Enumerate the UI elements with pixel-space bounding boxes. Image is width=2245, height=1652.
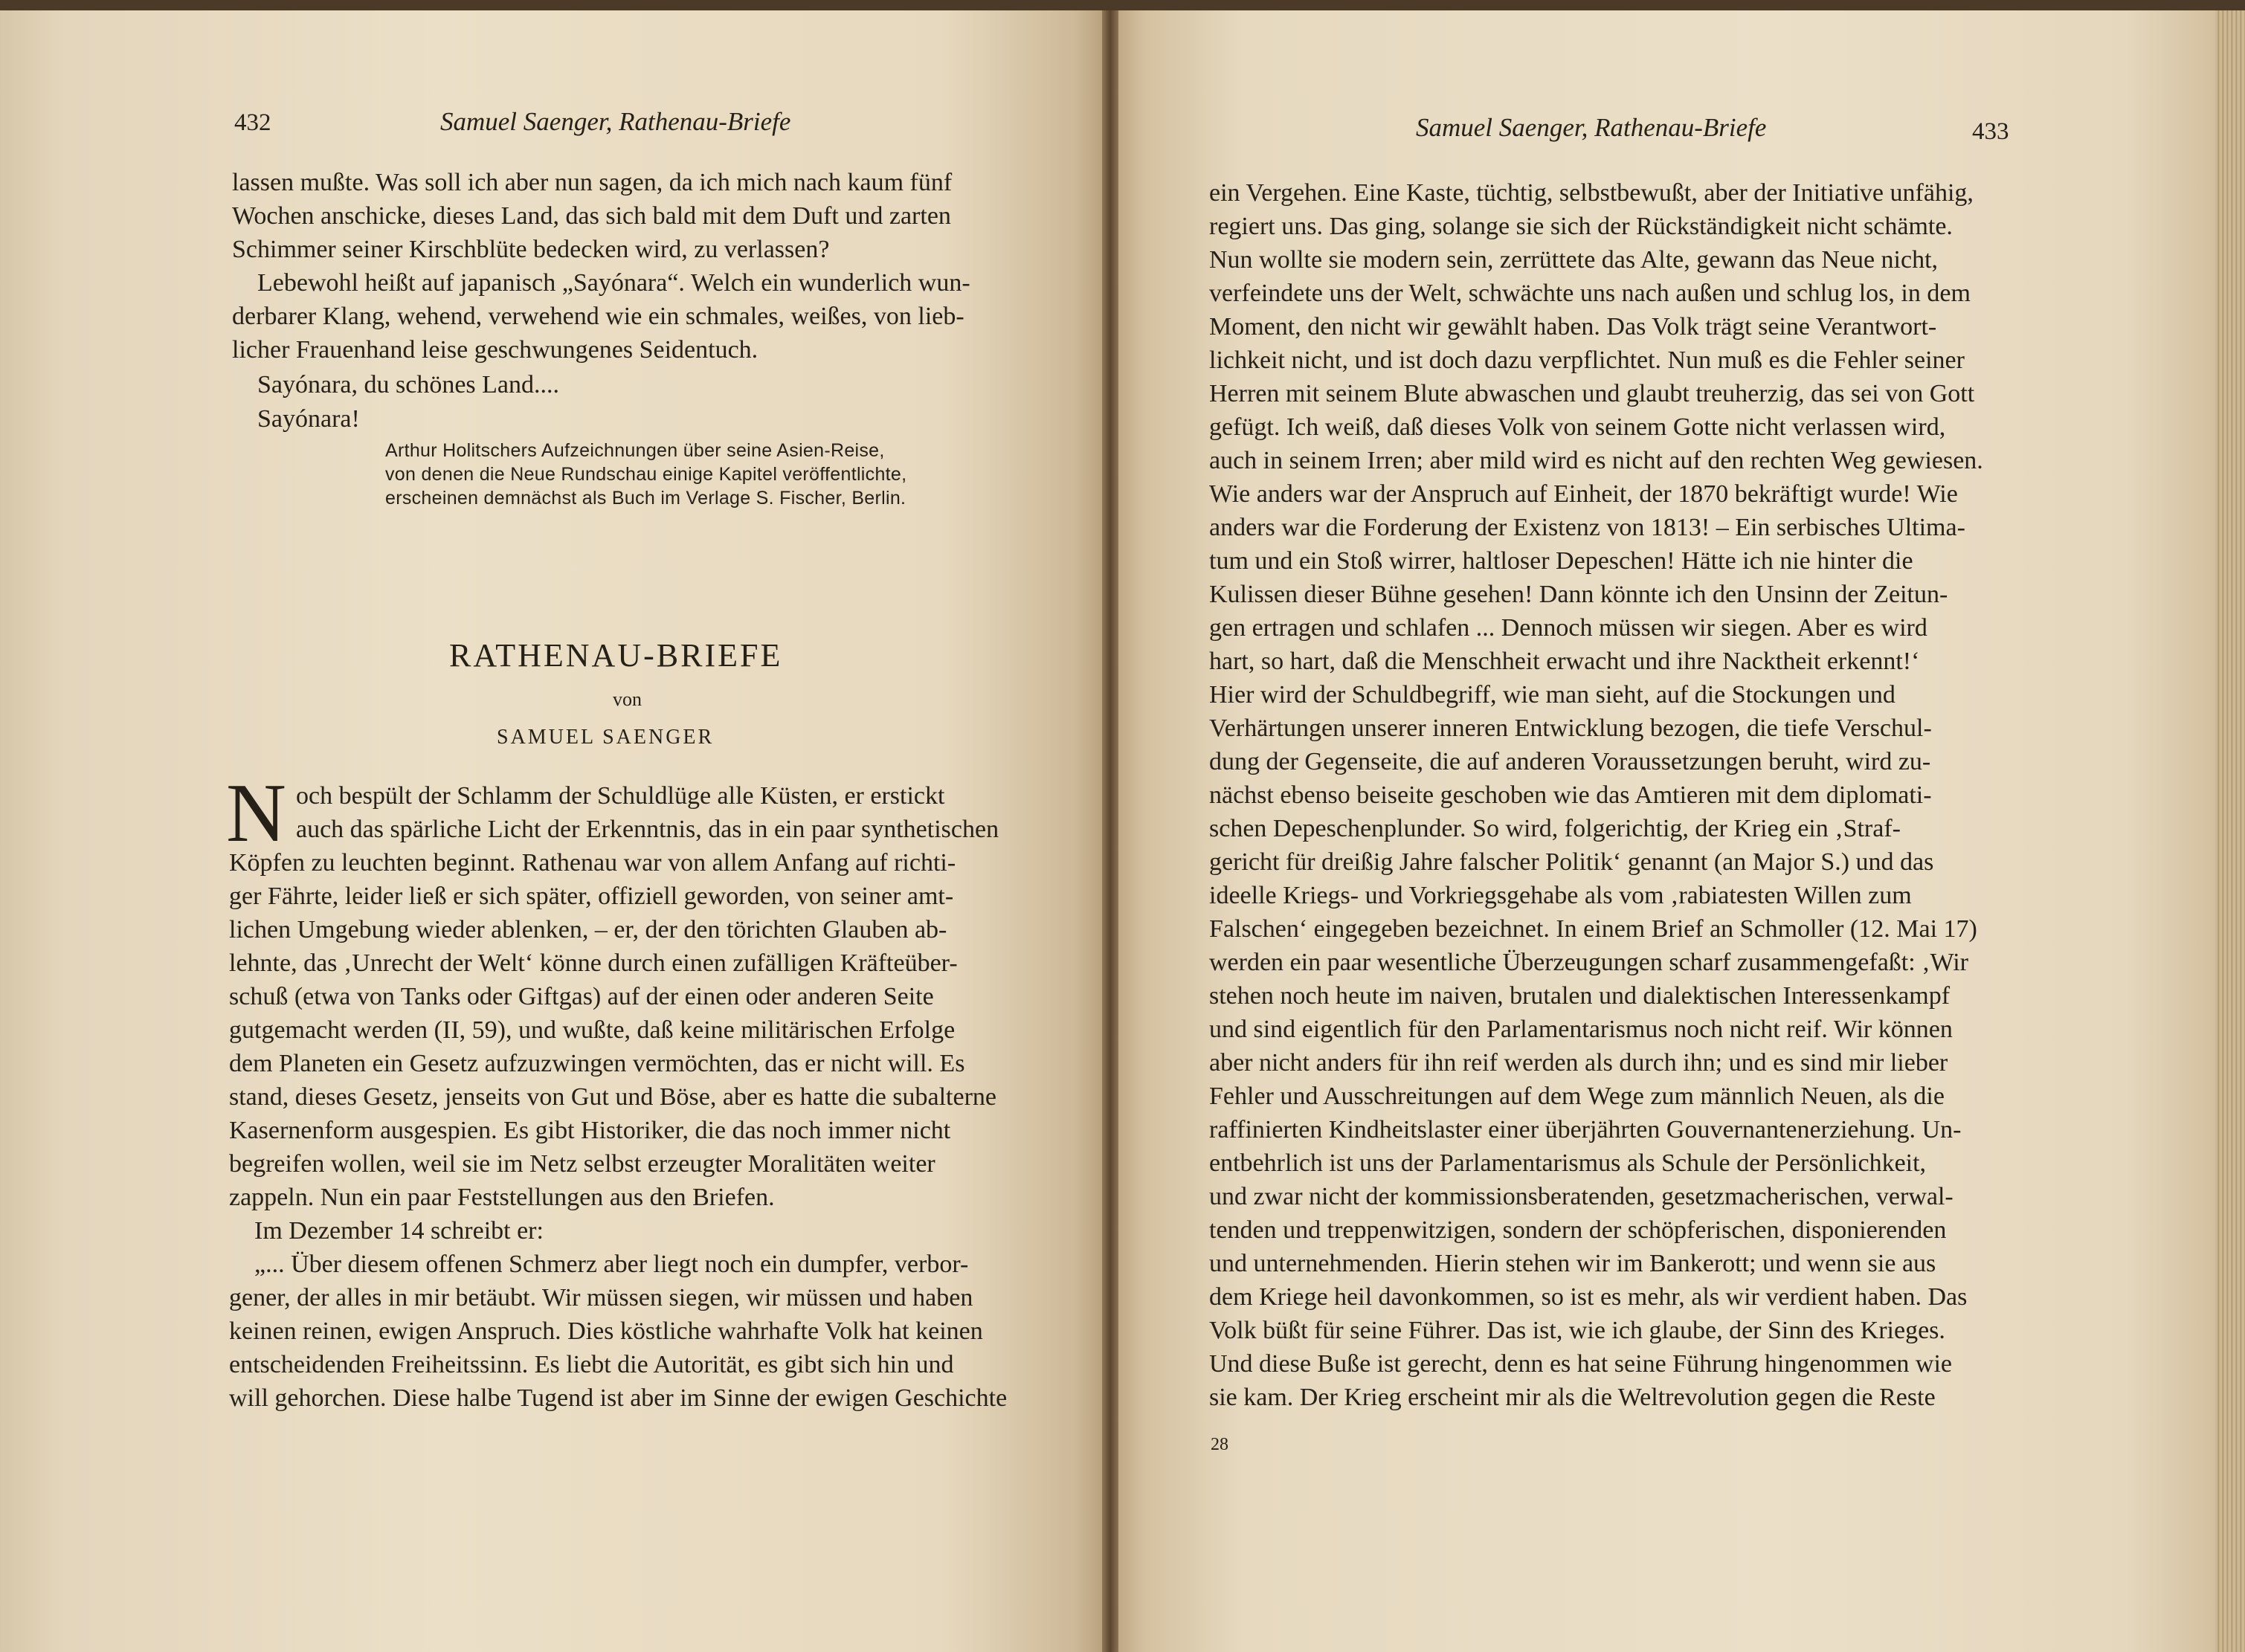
text-line: dung der Gegenseite, die auf anderen Voraussetzungen beruht, wird zu- (1209, 748, 1931, 775)
text-line: hart, so hart, daß die Menschheit erwacht und ihre Nacktheit erkennt!‘ (1209, 648, 1920, 675)
text-line: schuß (etwa von Tanks oder Giftgas) auf der einen oder anderen Seite (229, 983, 934, 1010)
text-line: stehen noch heute im naiven, brutalen und dialektischen Interessenkampf (1209, 982, 1951, 1010)
text-line: tenden und treppenwitzigen, sondern der schöpferischen, disponierenden (1209, 1216, 1947, 1244)
text-line: licher Frauenhand leise geschwungenes Seidentuch. (232, 336, 758, 364)
page-number-right: 433 (1972, 118, 2009, 145)
text-line: raffinierten Kindheitslaster einer überjährten Gouvernantenerziehung. Un- (1209, 1116, 1962, 1143)
text-line: begreifen wollen, weil sie im Netz selbst erzeugter Moralitäten weiter (229, 1150, 935, 1178)
signature-mark: 28 (1211, 1435, 1228, 1454)
text-line: Nun wollte sie modern sein, zerrüttete das Alte, gewann das Neue nicht, (1209, 246, 1939, 274)
page-number-left: 432 (234, 109, 271, 136)
text-line: Herren mit seinem Blute abwaschen und glaubt treuherzig, das sei von Gott (1209, 380, 1975, 407)
running-head-left: Samuel Saenger, Rathenau-Briefe (440, 107, 791, 136)
byline-von: von (613, 688, 642, 710)
text-line: gericht für dreißig Jahre falscher Politik‘ genannt (an Major S.) und das (1209, 848, 1934, 876)
text-line: zappeln. Nun ein paar Feststellungen aus den Briefen. (229, 1184, 775, 1211)
drop-cap: N (226, 767, 286, 859)
author-name: SAMUEL SAENGER (497, 726, 715, 749)
text-line: gen ertragen und schlafen ... Dennoch müssen wir siegen. Aber es wird (1209, 614, 1927, 642)
text-line: tum und ein Stoß wirrer, haltloser Depeschen! Hätte ich nie hinter die (1209, 547, 1913, 575)
text-line: und zwar nicht der kommissionsberatenden, gesetzmacherischen, verwal- (1209, 1183, 1953, 1210)
text-line: och bespült der Schlamm der Schuldlüge alle Küsten, er erstickt (296, 782, 945, 810)
right-page (1111, 10, 2215, 1652)
text-line: Sayónara! (257, 405, 360, 433)
text-line: verfeindete uns der Welt, schwächte uns nach außen und schlug los, in dem (1209, 280, 1971, 307)
text-line: schen Depeschenplunder. So wird, folgerichtig, der Krieg ein ‚Straf- (1209, 815, 1901, 842)
text-line: nächst ebenso beiseite geschoben wie das Amtieren mit dem diplomati- (1209, 781, 1932, 809)
text-line: anders war die Forderung der Existenz von 1813! – Ein serbisches Ultima- (1209, 514, 1965, 541)
text-line: Lebewohl heißt auf japanisch „Sayónara“. Welch ein wunderlich wun- (257, 269, 970, 297)
text-line: Wochen anschicke, dieses Land, das sich bald mit dem Duft und zarten (232, 202, 951, 230)
text-line: Köpfen zu leuchten beginnt. Rathenau war von allem Anfang auf richti- (229, 849, 956, 877)
text-line: Falschen‘ eingegeben bezeichnet. In einem Brief an Schmoller (12. Mai 17) (1209, 915, 1977, 943)
text-line: entbehrlich ist uns der Parlamentarismus als Schule der Persönlichkeit, (1209, 1149, 1927, 1177)
text-line: und unternehmenden. Hierin stehen wir im Bankerott; und wenn sie aus (1209, 1250, 1936, 1277)
running-head-right: Samuel Saenger, Rathenau-Briefe (1416, 113, 1767, 142)
text-line: lichkeit nicht, und ist doch dazu verpflichtet. Nun muß es die Fehler seiner (1209, 346, 1965, 374)
text-line: „... Über diesem offenen Schmerz aber liegt noch ein dumpfer, verbor- (254, 1251, 969, 1278)
book-spread (0, 10, 2245, 1652)
text-line: Schimmer seiner Kirschblüte bedecken wird, zu verlassen? (232, 236, 830, 263)
note-line: von denen die Neue Rundschau einige Kapitel veröffentlichte, (385, 464, 907, 485)
text-line: ein Vergehen. Eine Kaste, tüchtig, selbstbewußt, aber der Initiative unfähig, (1209, 179, 1974, 207)
text-line: Volk büßt für seine Führer. Das ist, wie ich glaube, der Sinn des Krieges. (1209, 1317, 1945, 1344)
text-line: lehnte, das ‚Unrecht der Welt‘ könne durch einen zufälligen Kräfteüber- (229, 949, 958, 977)
text-line: keinen reinen, ewigen Anspruch. Dies köstliche wahrhafte Volk hat keinen (229, 1317, 983, 1345)
text-line: und sind eigentlich für den Parlamentarismus noch nicht reif. Wir können (1209, 1016, 1953, 1043)
text-line: ideelle Kriegs- und Vorkriegsgehabe als vom ‚rabiatesten Willen zum (1209, 882, 1912, 909)
text-line: auch das spärliche Licht der Erkenntnis, das in ein paar synthetischen (296, 816, 999, 843)
text-line: regiert uns. Das ging, solange sie sich der Rückständigkeit nicht schämte. (1209, 213, 1953, 240)
article-title: RATHENAU-BRIEFE (449, 637, 783, 674)
text-line: Hier wird der Schuldbegriff, wie man sieht, auf die Stockungen und (1209, 681, 1895, 709)
text-line: lassen mußte. Was soll ich aber nun sagen, da ich mich nach kaum fünf (232, 169, 953, 196)
text-line: will gehorchen. Diese halbe Tugend ist aber im Sinne der ewigen Geschichte (229, 1384, 1008, 1412)
text-line: auch in seinem Irren; aber mild wird es nicht auf den rechten Weg gewiesen. (1209, 447, 1983, 474)
text-line: Verhärtungen unserer inneren Entwicklung bezogen, die tiefe Verschul- (1209, 714, 1932, 742)
text-line: entscheidenden Freiheitssinn. Es liebt die Autorität, es gibt sich hin und (229, 1351, 954, 1378)
text-line: dem Kriege heil davonkommen, so ist es mehr, als wir verdient haben. Das (1209, 1283, 1968, 1311)
text-line: Im Dezember 14 schreibt er: (254, 1217, 544, 1245)
text-line: ger Fährte, leider ließ er sich später, offiziell geworden, von seiner amt- (229, 883, 954, 910)
text-line: gutgemacht werden (II, 59), und wußte, daß keine militärischen Erfolge (229, 1016, 956, 1044)
text-line: gefügt. Ich weiß, daß dieses Volk von seinem Gotte nicht verlassen wird, (1209, 413, 1946, 441)
text-line: Kasernenform ausgespien. Es gibt Historiker, die das noch immer nicht (229, 1117, 951, 1144)
text-line: Moment, den nicht wir gewählt haben. Das Volk trägt seine Verantwort- (1209, 313, 1937, 341)
text-line: werden ein paar wesentliche Überzeugungen scharf zusammengefaßt: ‚Wir (1209, 949, 1968, 976)
text-line: Sayónara, du schönes Land.... (257, 371, 560, 399)
text-line: sie kam. Der Krieg erscheint mir als die Weltrevolution gegen die Reste (1209, 1384, 1936, 1411)
text-line: dem Planeten ein Gesetz aufzuzwingen vermöchten, das er nicht will. Es (229, 1050, 965, 1077)
text-line: Wie anders war der Anspruch auf Einheit, der 1870 bekräftigt wurde! Wie (1209, 480, 1958, 508)
text-line: gener, der alles in mir betäubt. Wir müssen siegen, wir müssen und haben (229, 1284, 973, 1311)
text-line: aber nicht anders für ihn reif werden als durch ihn; und es sind mir lieber (1209, 1049, 1948, 1077)
text-line: Fehler und Ausschreitungen auf dem Wege zum männlich Neuen, als die (1209, 1082, 1945, 1110)
text-line: lichen Umgebung wieder ablenken, – er, der den törichten Glauben ab- (229, 916, 947, 943)
text-line: Und diese Buße ist gerecht, denn es hat seine Führung hingenommen wie (1209, 1350, 1952, 1378)
note-line: Arthur Holitschers Aufzeichnungen über seine Asien-Reise, (385, 440, 885, 461)
text-line: stand, dieses Gesetz, jenseits von Gut und Böse, aber es hatte die subalterne (229, 1083, 997, 1111)
book-gutter (1102, 10, 1118, 1652)
text-line: derbarer Klang, wehend, verwehend wie ein schmales, weißes, von lieb- (232, 303, 964, 330)
left-page (0, 10, 1108, 1652)
page-edges (2215, 10, 2245, 1652)
note-line: erscheinen demnächst als Buch im Verlage S. Fischer, Berlin. (385, 488, 906, 509)
text-line: Kulissen dieser Bühne gesehen! Dann könnte ich den Unsinn der Zeitun- (1209, 581, 1948, 608)
